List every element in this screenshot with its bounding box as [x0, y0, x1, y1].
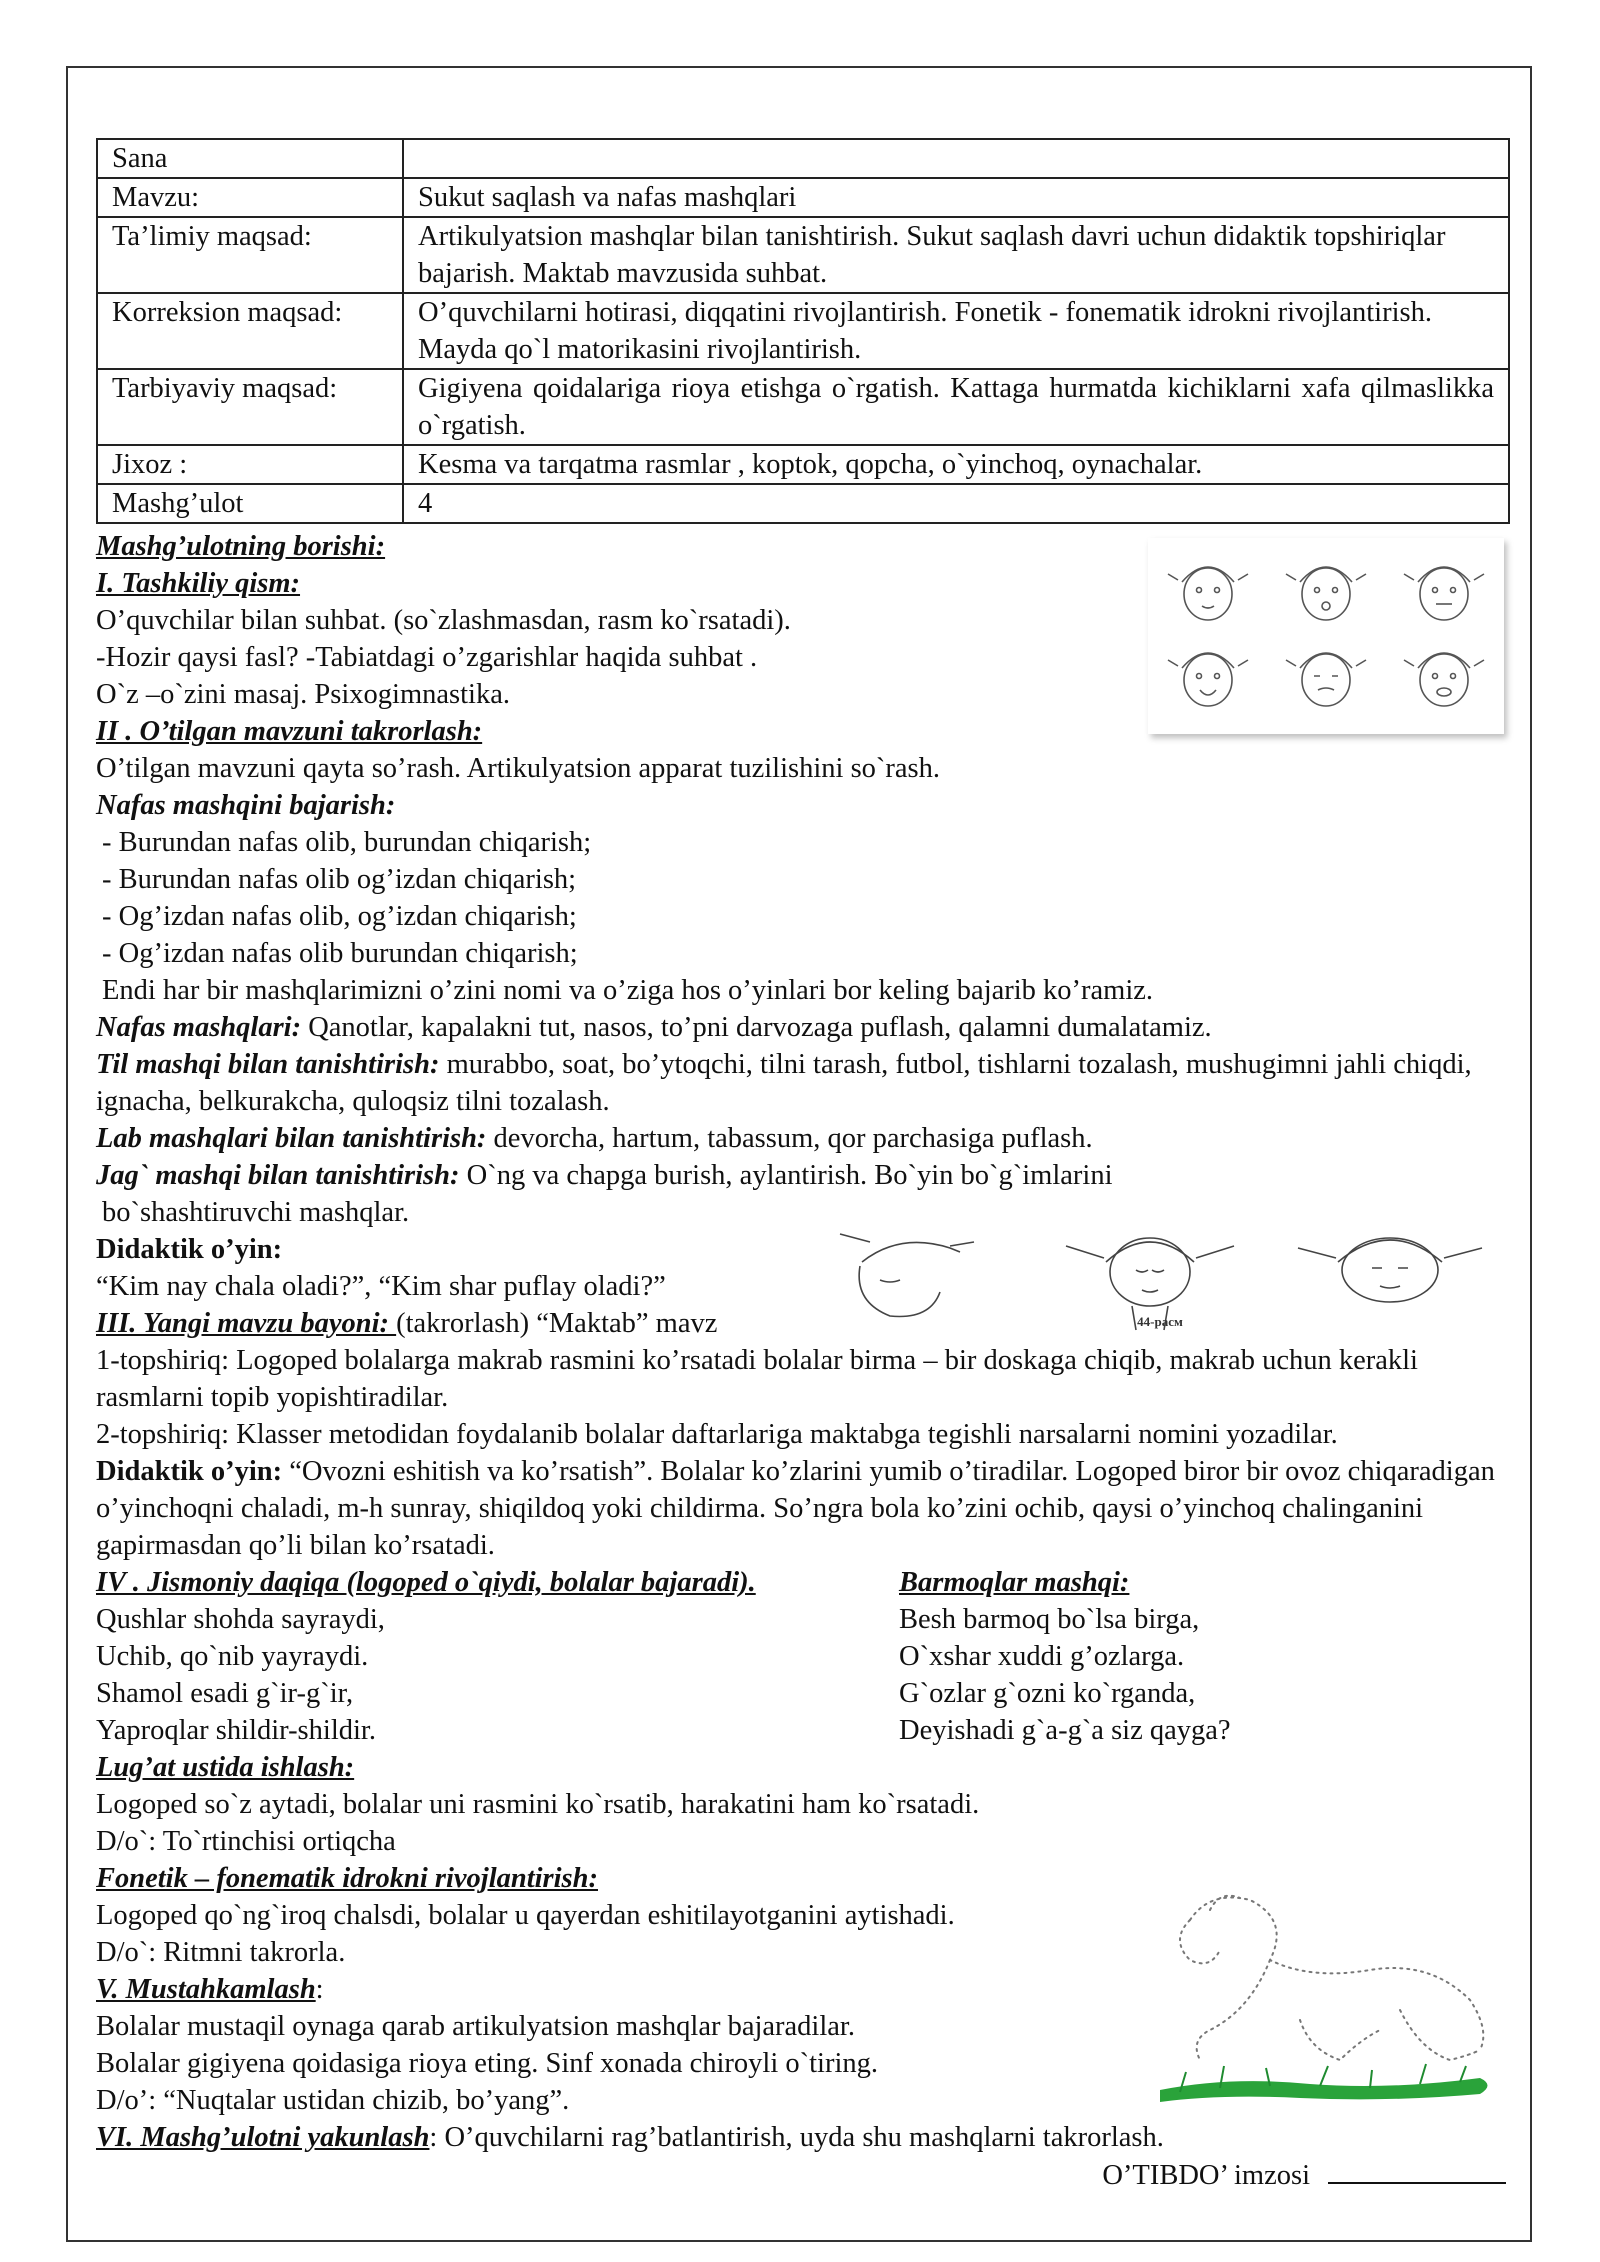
poem-row — [96, 1712, 1510, 1749]
text-line — [96, 1157, 1510, 1194]
text-line: Endi har bir mashqlarimizni o’zini nomi va o’ziga hos o’yinlari bor keling bajarib ko’ramiz. — [102, 975, 1154, 1006]
table-row — [97, 139, 1509, 178]
inline-text: “Ovozni eshitish va ko’rsatish”. Bolalar ko’zlarini yumib o’tiradilar. Logoped biror bir ovoz chiqaradigan o’yinchoqni chaladi, m-h sunray, shiqildoq yoki childirma. So’ngra bola ko’zini ochib, qaysi o’yinchoq chalinganini gapirmasdan qo’li bilan ko’rsatadi. — [96, 1456, 1495, 1561]
poem-row — [96, 1638, 1510, 1675]
row-key: Tarbiyaviy maqsad: — [97, 369, 403, 445]
inline-text: O`ng va chapga burish, aylantirish. Bo`yin bo`g`imlarini — [459, 1160, 1113, 1191]
poem-line: O`xshar xuddi g’ozlarga. — [899, 1641, 1185, 1672]
list-item: - Burundan nafas olib og’izdan chiqarish; — [102, 864, 577, 895]
row-value — [403, 139, 1509, 178]
row-key: Jixoz : — [97, 445, 403, 484]
info-table — [96, 138, 1510, 524]
inline-label: Lab mashqlari bilan tanishtirish: — [96, 1123, 487, 1154]
faces-drawing — [1148, 538, 1504, 734]
inline-label: Jag` mashqi bilan tanishtirish: — [96, 1160, 460, 1191]
text-line — [96, 1453, 1510, 1564]
part3-heading: III. Yangi mavzu bayoni: — [96, 1308, 397, 1339]
table-row — [97, 293, 1509, 369]
row-value: Sukut saqlash va nafas mashqlari — [403, 178, 1509, 217]
part1-heading: I. Tashkiliy qism: — [96, 568, 301, 599]
list-item: - Og’izdan nafas olib burundan chiqarish; — [102, 938, 578, 969]
inline-text: devorcha, hartum, tabassum, qor parchasiga puflash. — [486, 1123, 1093, 1154]
list-item: - Og’izdan nafas olib, og’izdan chiqarish; — [102, 901, 577, 932]
horse-drawing — [1150, 1880, 1510, 2130]
grass — [1160, 2078, 1488, 2102]
text-line: -Hozir qaysi fasl? -Tabiatdagi o’zgarishlar haqida suhbat . — [96, 642, 758, 673]
signature-label: O’TIBDO’ imzosi — [1102, 2160, 1310, 2191]
row-value: Kesma va tarqatma rasmlar , koptok, qopcha, o`yinchoq, oynachalar. — [403, 445, 1509, 484]
inline-label: Didaktik o’yin: — [96, 1456, 283, 1487]
list-item: - Burundan nafas olib, burundan chiqarish; — [102, 827, 592, 858]
row-key: Mavzu: — [97, 178, 403, 217]
text-line: bo`shashtiruvchi mashqlar. — [102, 1197, 410, 1228]
lesson-heading: Mashg’ulotning borishi: — [96, 531, 386, 562]
text-line: Logoped so`z aytadi, bolalar uni rasmini ko`rsatib, harakatini ham ko`rsatadi. — [96, 1789, 980, 1820]
heads-drawing — [830, 1222, 1490, 1332]
table-row — [97, 445, 1509, 484]
table-row — [97, 217, 1509, 293]
poem-line: G`ozlar g`ozni ko`rganda, — [899, 1678, 1196, 1709]
text-line: O`z –o`zini masaj. Psixogimnastika. — [96, 679, 510, 710]
table-row — [97, 484, 1509, 523]
inline-label: Nafas mashqlari: — [96, 1012, 302, 1043]
text-line: D/o`: Ritmni takrorla. — [96, 1937, 346, 1968]
text-line: D/o`: To`rtinchisi ortiqcha — [96, 1826, 396, 1857]
row-key: Ta’limiy maqsad: — [97, 217, 403, 293]
row-key: Sana — [97, 139, 403, 178]
part6-heading: VI. Mashg’ulotni yakunlash — [96, 2122, 430, 2153]
text-line: 1-topshiriq: Logoped bolalarga makrab rasmini ko’rsatadi bolalar birma – bir doskaga chiqib, makrab uchun kerakli rasmlarni topib yopishtiradilar. — [96, 1345, 1418, 1413]
text-line: D/o’: “Nuqtalar ustidan chizib, bo’yang”. — [96, 2085, 570, 2116]
text-line: O’quvchilar bilan suhbat. (so`zlashmasdan, rasm ko`rsatadi). — [96, 605, 791, 636]
text-line: O’tilgan mavzuni qayta so’rash. Artikulyatsion apparat tuzilishini so`rash. — [96, 753, 941, 784]
poem-row — [96, 1675, 1510, 1712]
table-row — [97, 369, 1509, 445]
fonetik-heading: Fonetik – fonematik idrokni rivojlantirish: — [96, 1863, 598, 1894]
figure-caption: 44-расм — [1137, 1314, 1183, 1329]
text-line — [96, 1120, 1510, 1157]
poem-line: Besh barmoq bo`lsa birga, — [899, 1604, 1200, 1635]
inline-text: murabbo, soat, bo’ytoqchi, tilni tarash, futbol, tishlarni tozalash, mushugimni jahli chiqdi, ignacha, belkurakcha, quloqsiz tilni tozalash. — [96, 1049, 1472, 1117]
part2-heading: II . O’tilgan mavzuni takrorlash: — [96, 716, 483, 747]
lugat-heading: Lug’at ustida ishlash: — [96, 1752, 355, 1783]
row-value: 4 — [403, 484, 1509, 523]
part4-heading-row — [96, 1564, 1510, 1601]
text-line — [96, 1046, 1510, 1120]
inline-text: : — [315, 1974, 324, 2005]
row-value: Gigiyena qoidalariga rioya etishga o`rgatish. Kattaga hurmatda kichiklarni xafa qilmaslikka o`rgatish. — [403, 369, 1509, 445]
poem-row — [96, 1601, 1510, 1638]
barmoqlar-heading: Barmoqlar mashqi: — [899, 1567, 1130, 1598]
head-exercises-image — [830, 1222, 1490, 1332]
row-key: Mashg’ulot — [97, 484, 403, 523]
poem-line: Qushlar shohda sayraydi, — [96, 1604, 385, 1635]
text-line — [96, 1009, 1510, 1046]
part5-heading: V. Mustahkamlash — [96, 1974, 316, 2005]
text-line: Bolalar gigiyena qoidasiga rioya eting. Sinf xonada chiroyli o`tiring. — [96, 2048, 878, 2079]
table-row — [97, 178, 1509, 217]
inline-text: Qanotlar, kapalakni tut, nasos, to’pni darvozaga puflash, qalamni dumalatamiz. — [301, 1012, 1212, 1043]
dotted-horse-image — [1150, 1880, 1510, 2130]
row-value: O’quvchilarni hotirasi, diqqatini rivojlantirish. Fonetik - fonematik idrokni rivojlantirish. Mayda qo`l matorikasini rivojlantirish. — [403, 293, 1509, 369]
poem-line: Deyishadi g`a-g`a siz qayga? — [899, 1715, 1231, 1746]
face-exercises-image — [1148, 538, 1504, 734]
inline-label: Til mashqi bilan tanishtirish: — [96, 1049, 440, 1080]
text-line: Logoped qo`ng`iroq chalsdi, bolalar u qayerdan eshitilayotganini aytishadi. — [96, 1900, 955, 1931]
signature-line — [96, 2156, 1510, 2194]
signature-blank — [1328, 2156, 1506, 2184]
didaktik-heading: Didaktik o’yin: — [96, 1234, 283, 1265]
nafas-heading: Nafas mashqini bajarish: — [96, 790, 396, 821]
inline-text: (takrorlash) “Maktab” mavz — [396, 1308, 718, 1339]
text-line: 2-topshiriq: Klasser metodidan foydalanib bolalar daftarlariga maktabga tegishli narsalarni nomini yozadilar. — [96, 1419, 1338, 1450]
row-key: Korreksion maqsad: — [97, 293, 403, 369]
part4-heading: IV . Jismoniy daqiqa (logoped o`qiydi, bolalar bajaradi). — [96, 1567, 756, 1598]
poem-line: Uchib, qo`nib yayraydi. — [96, 1641, 369, 1672]
poem-line: Shamol esadi g`ir-g`ir, — [96, 1678, 354, 1709]
text-line: Bolalar mustaqil oynaga qarab artikulyatsion mashqlar bajaradilar. — [96, 2011, 855, 2042]
text-line: “Kim nay chala oladi?”, “Kim shar puflay oladi?” — [96, 1271, 666, 1302]
poem-line: Yaproqlar shildir-shildir. — [96, 1715, 376, 1746]
row-value: Artikulyatsion mashqlar bilan tanishtirish. Sukut saqlash davri uchun didaktik topshiriqlar bajarish. Maktab mavzusida suhbat. — [403, 217, 1509, 293]
inline-text: : O’quvchilarni rag’batlantirish, uyda shu mashqlarni takrorlash. — [429, 2122, 1164, 2153]
